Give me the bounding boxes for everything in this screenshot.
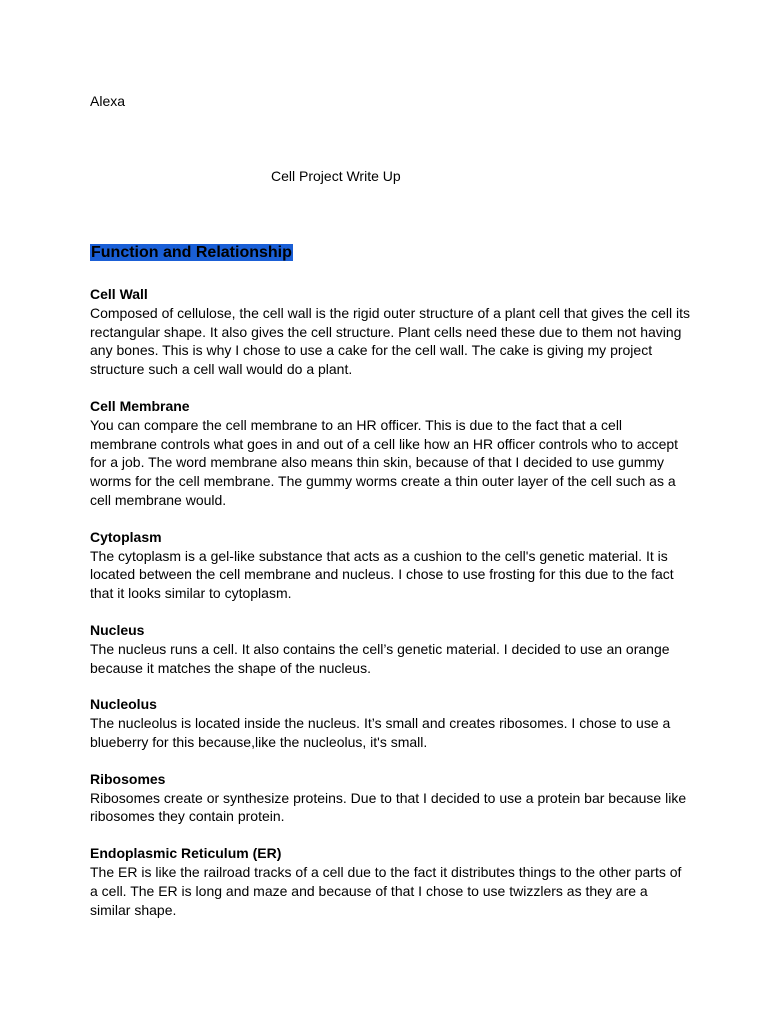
item-title: Cell Membrane (90, 397, 190, 414)
item-text: The cytoplasm is a gel-like substance that acts as a cushion to the cell's genetic material. It is located between the cell membrane and nucleus. I chose to use frosting for this due to the fact that it looks similar to cytoplasm. (90, 547, 674, 602)
item-title: Cell Wall (90, 286, 148, 302)
item-ribosomes (90, 770, 690, 826)
item-text: Ribosomes create or synthesize proteins. Due to that I decided to use a protein bar because like ribosomes they contain protein. (90, 789, 687, 825)
item-title: Nucleus (90, 621, 145, 638)
item-endoplasmic-reticulum (90, 844, 690, 919)
item-nucleolus (90, 695, 690, 751)
item-text: You can compare the cell membrane to an HR officer. This is due to the fact that a cell membrane controls what goes in and out of a cell like how an HR officer controls who to accept for a job. The word membrane also means thin skin, because of that I decided to use gummy worms for the cell membrane. The gummy worms create a thin outer layer of the cell such as a cell membrane would. (90, 416, 679, 508)
item-text: Composed of cellulose, the cell wall is the rigid outer structure of a plant cell that gives the cell its rectangular shape. It also gives the cell structure. Plant cells need these due to them not having any bones. This is why I chose to use a cake for the cell wall. The cake is giving my project structure such a cell wall would do a plant. (90, 304, 690, 378)
section-heading-text: Function and Relationship (91, 244, 292, 261)
item-cell-wall (90, 285, 690, 379)
document-title: Cell Project Write Up (271, 168, 401, 184)
item-title: Endoplasmic Reticulum (ER) (90, 845, 282, 862)
item-title: Ribosomes (90, 770, 166, 787)
item-text: The nucleolus is located inside the nucleus. It’s small and creates ribosomes. I chose to use a blueberry for this because,like the nucleolus, it's small. (90, 715, 671, 750)
section-heading (90, 243, 293, 263)
item-text: The ER is like the railroad tracks of a cell due to the fact it distributes things to the other parts of a cell. The ER is long and maze and because of that I chose to use twizzlers as they are a similar shape. (90, 863, 682, 918)
document-body (90, 285, 690, 937)
author-name: Alexa (90, 93, 126, 109)
item-nucleus (90, 621, 690, 677)
item-text: The nucleus runs a cell. It also contains the cell’s genetic material. I decided to use an orange because it matches the shape of the nucleus. (90, 640, 670, 676)
item-title: Cytoplasm (90, 528, 162, 545)
item-cell-membrane (90, 397, 690, 510)
item-cytoplasm (90, 528, 690, 603)
item-title: Nucleolus (90, 696, 157, 713)
